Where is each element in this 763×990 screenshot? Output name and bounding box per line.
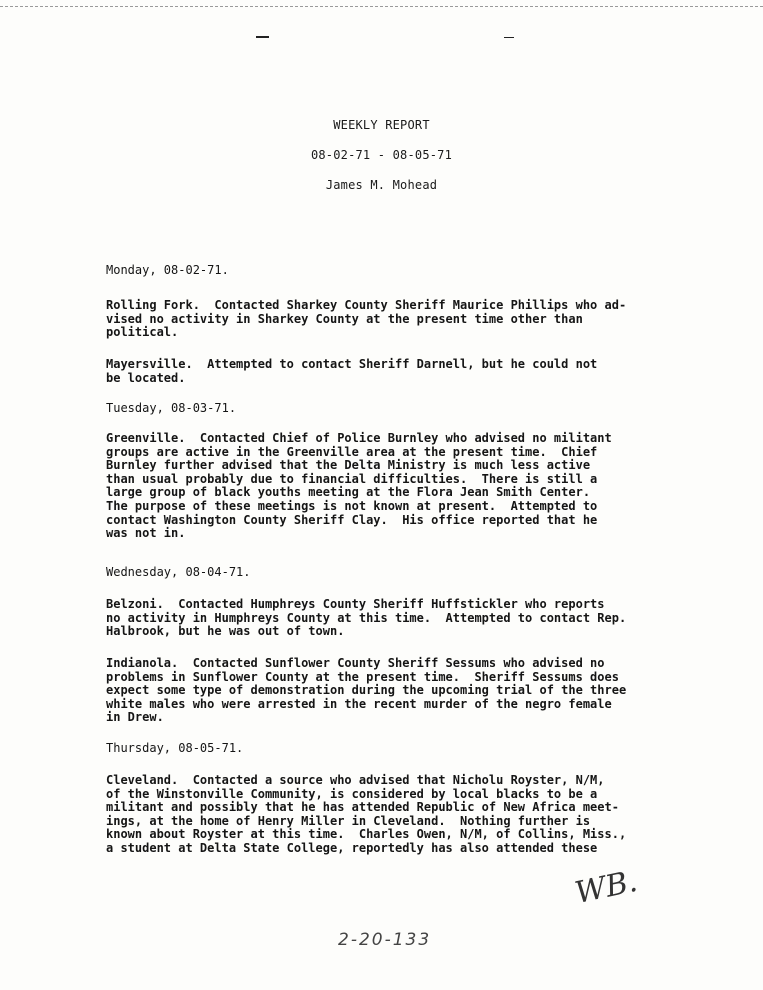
entry-date-monday: Monday, 08-02-71. [106,263,229,277]
entry-date-thursday: Thursday, 08-05-71. [106,741,244,755]
paragraph-cleveland: Cleveland. Contacted a source who advised that Nicholu Royster, N/M, of the Winstonville Community, is considered by local blacks to be a militant and possibly that he has attended Republic of New Africa meet- ings, at the home of Henry Miller in Cleveland. Nothing further is known about Royster at this time. Charles Owen, N/M, of Collins, Miss., a student at Delta State College, reportedly has also attended these [106,773,627,855]
page-top-edge [0,0,763,7]
top-mark-left [256,36,269,38]
paragraph-rolling-fork: Rolling Fork. Contacted Sharkey County Sheriff Maurice Phillips who ad- vised no activity in Sharkey County at the present time other than political. [106,298,627,340]
report-title: WEEKLY REPORT [333,118,430,132]
paragraph-belzoni: Belzoni. Contacted Humphreys County Sheriff Huffstickler who reports no activity in Humphreys County at this time. Attempted to contact Rep. Halbrook, but he was out of town. [106,597,627,639]
page-number: 2-20-133 [338,930,432,950]
handwritten-initials: WB. [572,863,641,912]
paragraph-mayersville: Mayersville. Attempted to contact Sheriff Darnell, but he could not be located. [106,357,598,385]
top-mark-right [504,37,514,38]
paragraph-greenville: Greenville. Contacted Chief of Police Burnley who advised no militant groups are active in the Greenville area at the present time. Chief Burnley further advised that the Delta Ministry is much less active than usual probably due to financial difficulties. There is still a large group of black youths meeting at the Flora Jean Smith Center. The purpose of these meetings is not known at present. Attempted to contact Washington County Sheriff Clay. His office reported that he was not in. [106,431,612,541]
paragraph-indianola: Indianola. Contacted Sunflower County Sheriff Sessums who advised no problems in Sunflower County at the present time. Sheriff Sessums does expect some type of demonstration during the upcoming trial of the three white males who were arrested in the recent murder of the negro female in Drew. [106,656,627,725]
entry-date-tuesday: Tuesday, 08-03-71. [106,401,237,415]
entry-date-wednesday: Wednesday, 08-04-71. [106,565,251,579]
report-date-range: 08-02-71 - 08-05-71 [310,148,453,162]
report-author: James M. Mohead [325,178,438,192]
